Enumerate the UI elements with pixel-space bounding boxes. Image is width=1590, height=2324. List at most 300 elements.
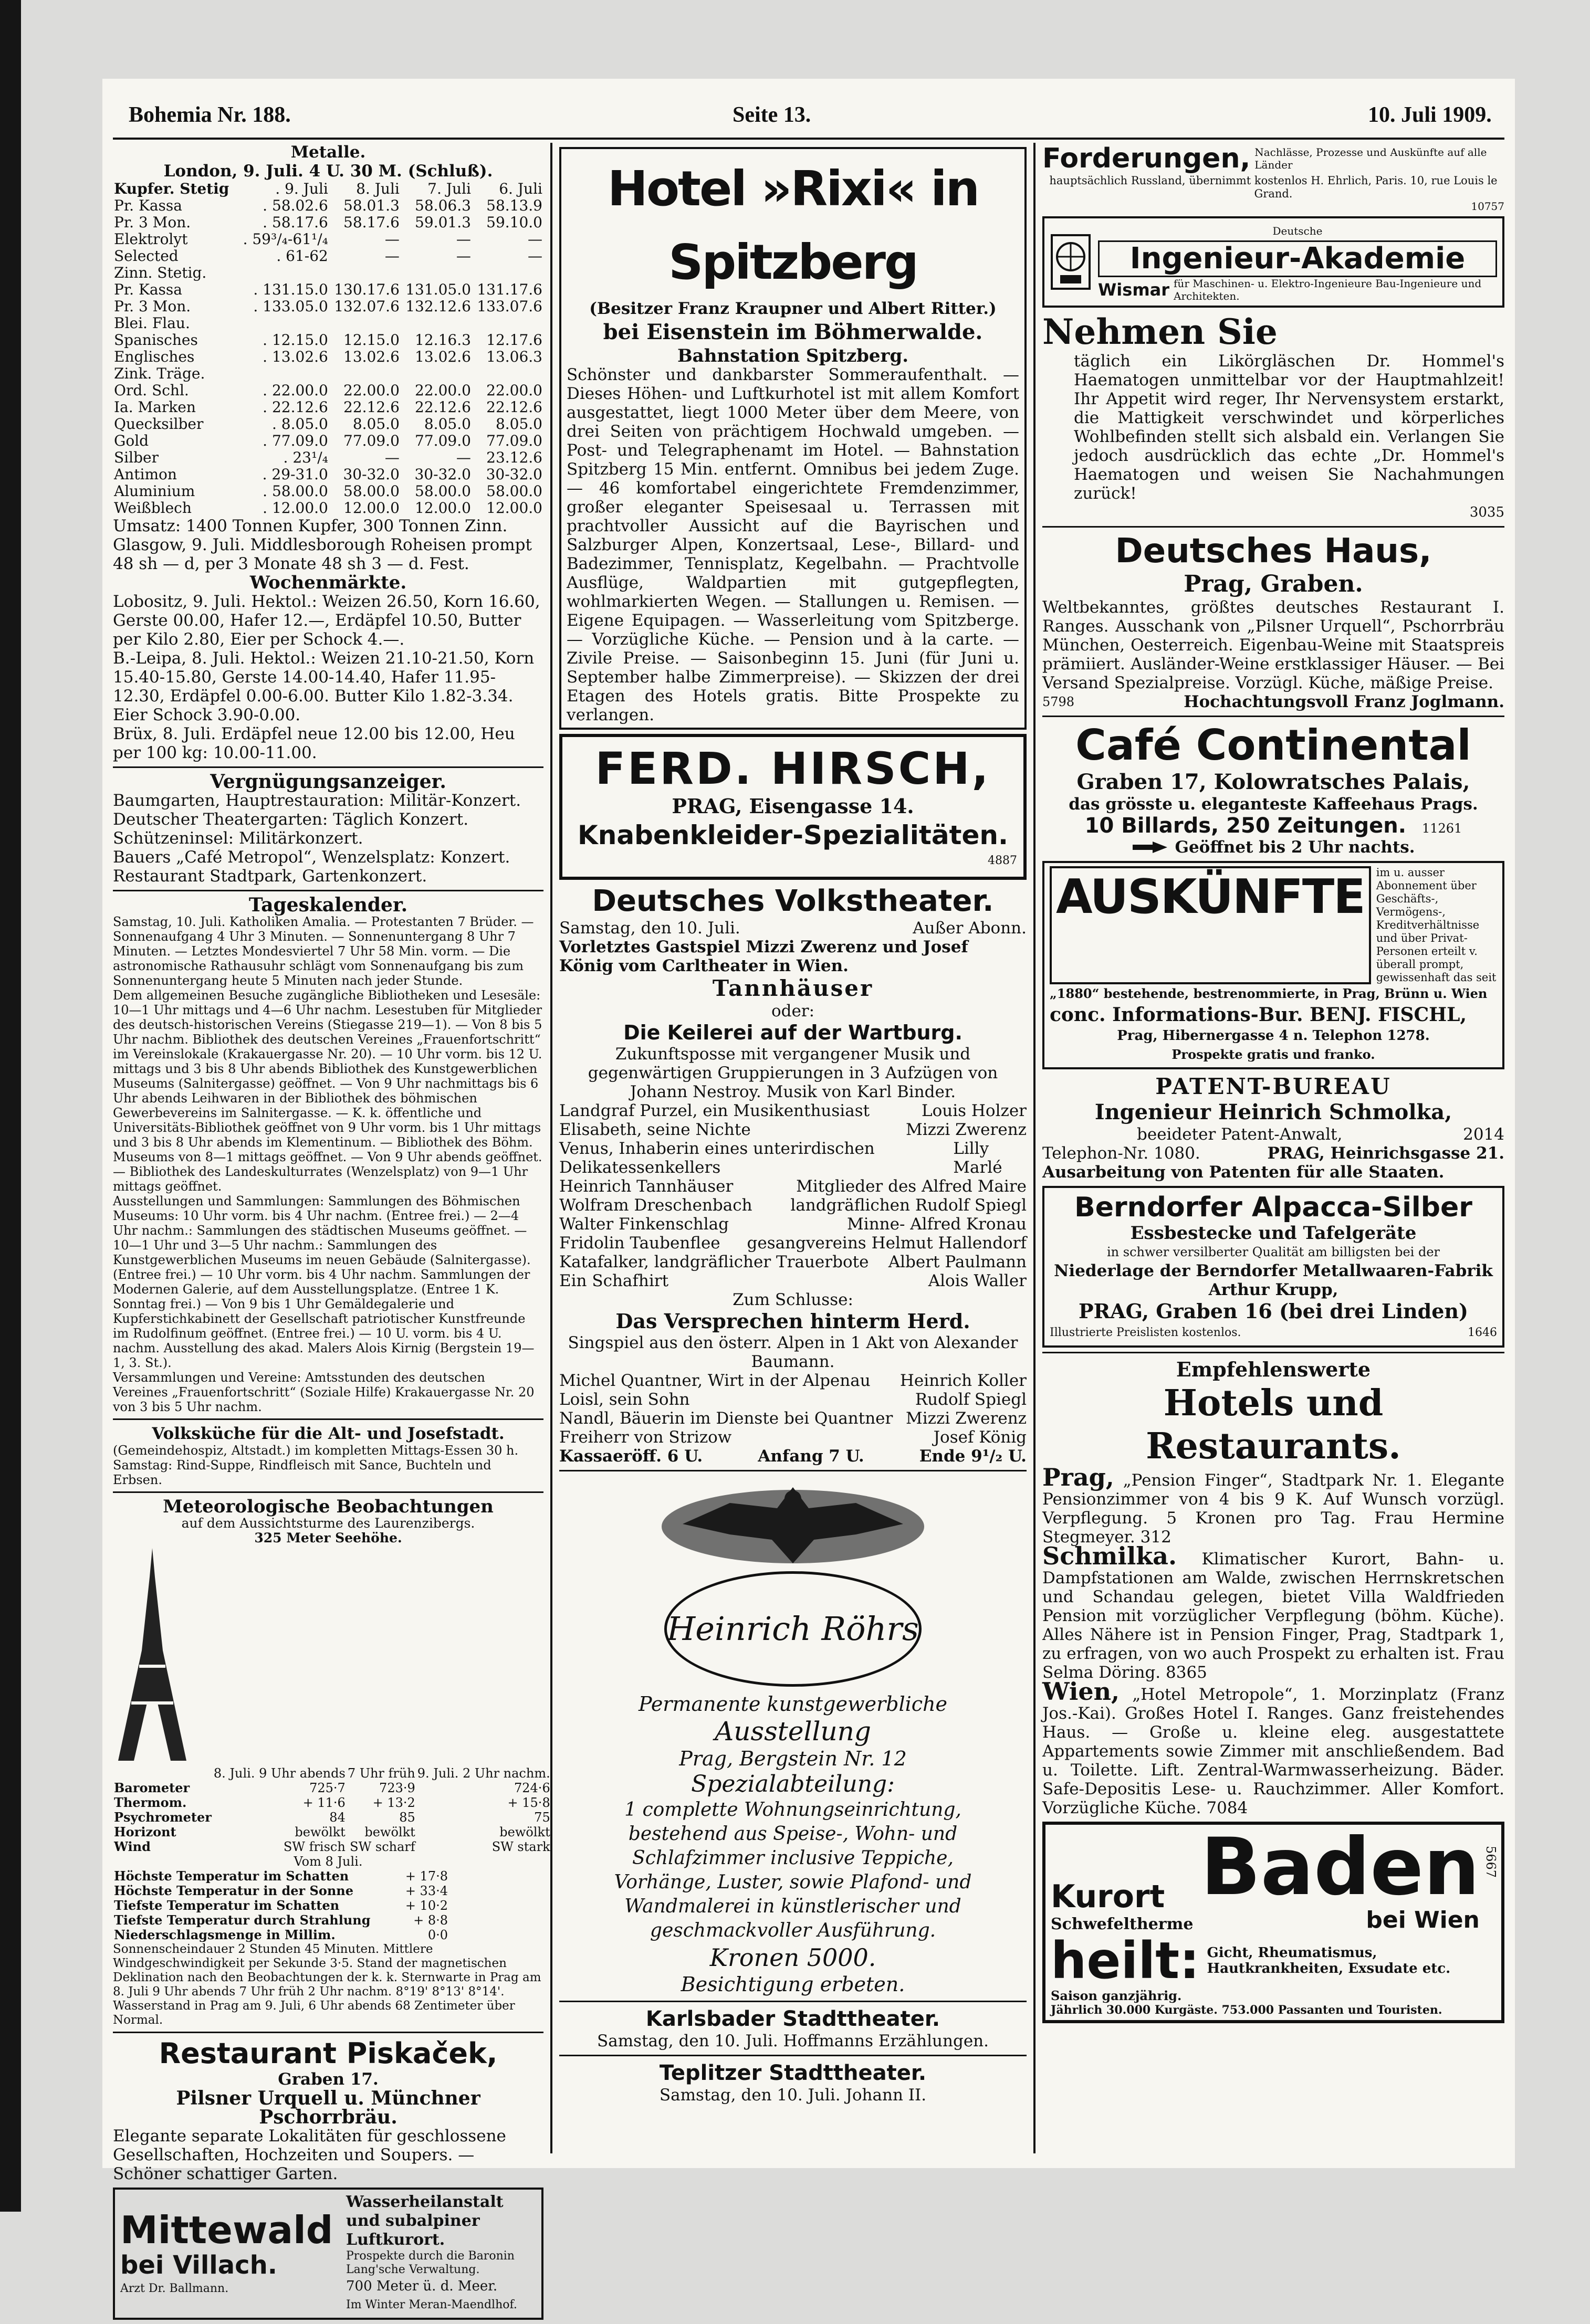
- table-row: [113, 1810, 551, 1825]
- table-cell: Englisches: [114, 348, 195, 365]
- table-cell: 30-32.0: [414, 466, 471, 483]
- table-cell: Zink. Träge.: [114, 365, 205, 382]
- volkstheater-dates: [559, 919, 1027, 938]
- table-cell: [472, 315, 543, 332]
- cast-row: [559, 1390, 1027, 1409]
- rixi-owner: (Besitzer Franz Kraupner und Albert Ritter.): [589, 299, 997, 318]
- oder-label: oder:: [771, 1002, 815, 1021]
- divider: [1042, 526, 1504, 528]
- table-cell: —: [384, 449, 400, 466]
- volkskueche-title: Volksküche für die Alt- und Josefstadt.: [152, 1424, 505, 1443]
- cafe-billards: 10 Billards, 250 Zeitungen.: [1084, 814, 1406, 838]
- table-cell: 59.10.0: [486, 214, 542, 231]
- calendar-title: Tageskalender.: [248, 894, 408, 916]
- table-row: [113, 1825, 551, 1839]
- baden-footer: [1051, 1988, 1496, 2003]
- patent-role-row: [1042, 1125, 1504, 1144]
- table-row: [113, 1928, 449, 1942]
- divider: [113, 1418, 543, 1420]
- calendar-meetings: Versammlungen und Vereine: Amtsstunden des deutschen Vereines „Frauenfortschritt“ (Soziale Hilfe) Krakauergasse Nr. 20 von 3 bis 5 Uhr nachm.: [113, 1370, 535, 1414]
- mittewald-altitude: 700 Meter ü. d. Meer.: [346, 2278, 498, 2294]
- meteo-rows: [113, 1781, 551, 1854]
- piskacek-address: Graben 17.: [278, 2070, 379, 2089]
- mittewald-ad: [113, 2188, 543, 2320]
- nehmen-text: täglich ein Likörgläschen Dr. Hommel's Haematogen unmittelbar vor der Hauptmahlzeit! Ihr Appetit wird reger, Ihr Nervensystem erstarkt, die Mattigkeit verschwindet und körperliches Wohlbefinden stellt sich alsbald ein. Verlangen Sie jedoch ausdrücklich das echte „Dr. Hommel's Haematogen und weisen Sie Nachahmungen zurück!: [1074, 352, 1504, 503]
- auskuenfte-prospects: Prospekte gratis und franko.: [1171, 1047, 1375, 1062]
- table-row: [113, 449, 543, 466]
- cast-role: Fridolin Taubenflee: [559, 1234, 720, 1253]
- mittewald-winter: Im Winter Meran-Maendlhof.: [346, 2298, 517, 2311]
- table-cell: 132.07.6: [334, 298, 400, 315]
- cast-actor: Mitglieder des Alfred Maire: [796, 1177, 1027, 1196]
- cast-actor: landgräflichen Rudolf Spiegl: [790, 1196, 1027, 1215]
- table-cell: [329, 365, 401, 382]
- table-row: [113, 248, 543, 265]
- table-cell: 58.13.9: [486, 197, 542, 214]
- table-cell: Elektrolyt: [114, 230, 188, 248]
- brux-line: Brüx, 8. Juli. Erdäpfel neue 12.00 bis 12.00, Heu per 100 kg: 10.00-11.00.: [113, 724, 515, 762]
- table-cell: Niederschlagsmenge in Millim.: [114, 1927, 336, 1942]
- cast-actor: Minne- Alfred Kronau: [847, 1215, 1027, 1234]
- cast-row: [559, 1234, 1027, 1253]
- mittewald-prospect: Prospekte durch die Baronin Lang'sche Verwaltung.: [346, 2249, 515, 2276]
- header-center: Seite 13.: [733, 103, 811, 127]
- table-cell: . 12.00.0: [263, 499, 328, 517]
- auskuenfte-address: Prag, Hibernergasse 4 n. Telephon 1278.: [1117, 1028, 1430, 1044]
- cast-actor: Josef König: [933, 1428, 1027, 1447]
- table-cell: [472, 365, 543, 382]
- metal-rows: [113, 197, 543, 517]
- cast-role: Michel Quantner, Wirt in der Alpenau: [559, 1371, 871, 1390]
- table-row: [113, 298, 543, 315]
- cast-row: [559, 1271, 1027, 1290]
- table-row: [113, 433, 543, 449]
- table-row: [113, 214, 543, 231]
- cast-actor: Mizzi Zwerenz: [906, 1409, 1027, 1428]
- table-cell: 131.05.0: [405, 281, 471, 298]
- table-cell: 58.01.3: [343, 197, 400, 214]
- baden-count: Jährlich 30.000 Kurgäste. 753.000 Passanten und Touristen.: [1051, 2003, 1442, 2017]
- cast-role: Venus, Inhaberin eines unterirdischen Delikatessenkellers: [559, 1139, 875, 1177]
- hotels-title: Hotels und Restaurants.: [1146, 1382, 1401, 1467]
- table-cell: + 17·8: [405, 1869, 448, 1884]
- column-divider: [1033, 143, 1035, 2153]
- table-cell: 22.00.0: [486, 382, 542, 399]
- meteo-altitude: 325 Meter Seehöhe.: [254, 1530, 402, 1545]
- mittewald-title: Mittewald: [120, 2208, 333, 2252]
- table-cell: . 8.05.0: [272, 415, 328, 433]
- table-cell: + 11·6: [302, 1795, 346, 1810]
- keilerei-title: Die Keilerei auf der Wartburg.: [623, 1021, 963, 1044]
- cast-row: [559, 1177, 1027, 1196]
- prag-text: „Pension Finger“, Stadtpark Nr. 1. Elegante Pensionzimmer von 4 bis 9 K. Auf Wunsch vorzügl. Verpflegung. 5 Kronen pro Tag. Frau Hermine Stegmeyer.: [1042, 1471, 1504, 1547]
- calendar-text: Samstag, 10. Juli. Katholiken Amalia. — Protestanten 7 Brüder. — Sonnenaufgang 4 Uhr 3 Minuten. — Sonnenuntergang 8 Uhr 7 Minuten. — Letztes Mondesviertel 7 Uhr 58 Min. vorm. — Die astronomische Rathausuhr schlägt vom Sonnenaufgang bis zum Sonnenuntergang heute 5 Minuten nach jeder Stunde.: [113, 914, 534, 988]
- table-cell: —: [384, 230, 400, 248]
- zukunftsposse-text: Zukunftsposse mit vergangener Musik und gegenwärtigen Gruppierungen in 3 Aufzügen von Johann Nestroy. Musik von Karl Binder.: [588, 1045, 998, 1101]
- table-cell: SW scharf: [350, 1839, 415, 1854]
- table-cell: 59.01.3: [415, 214, 471, 231]
- table-cell: 75: [534, 1810, 550, 1825]
- table-cell: . 13.02.6: [263, 348, 328, 365]
- cast-role: Heinrich Tannhäuser: [559, 1177, 734, 1196]
- cast-row: [559, 1139, 1027, 1177]
- herd-subtitle: Singspiel aus den österr. Alpen in 1 Akt von Alexander Baumann.: [568, 1333, 1018, 1371]
- divider: [559, 2001, 1027, 2002]
- deutsches-haus-text: Weltbekanntes, größtes deutsches Restaurant I. Ranges. Ausschank von „Pilsner Urquell“, Pschorrbräu München, Oesterreich. Eigenbau-Weine mit Staatspreis prämiiert. Ausländer-Weine erstklassiger Häuser. — Bei Versand Spezialpreise. Vorzügl. Küche, mäßige Preise.: [1042, 598, 1504, 692]
- table-cell: —: [456, 449, 471, 466]
- baden-number: 5667: [1483, 1846, 1498, 1878]
- table-cell: + 10·2: [405, 1898, 448, 1913]
- patent-telephone: Telephon-Nr. 1080.: [1042, 1144, 1200, 1163]
- table-cell: Pr. 3 Mon.: [114, 214, 191, 231]
- table-cell: Silber: [114, 449, 159, 466]
- table-cell: 22.00.0: [343, 382, 400, 399]
- table-cell: 77.09.0: [486, 432, 542, 449]
- globe-icon: [1050, 233, 1092, 291]
- berndorfer-subtitle: Essbestecke und Tafelgeräte: [1130, 1223, 1417, 1244]
- table-cell: . 22.12.6: [263, 398, 328, 416]
- mittewald-doctor: Arzt Dr. Ballmann.: [120, 2282, 229, 2295]
- cafe-title: Café Continental: [1075, 721, 1471, 770]
- table-cell: 58.00.0: [486, 482, 542, 500]
- lobositz-line: Lobositz, 9. Juli. Hektol.: Weizen 26.50, Korn 16.60, Gerste 00.00, Hafer 12.—, Erdäpfel 10.50, Butter per Kilo 2.80, Eier per Schock 4.—.: [113, 592, 540, 649]
- table-row: [113, 197, 543, 214]
- baden-season: Saison ganzjährig.: [1051, 1988, 1182, 2003]
- column-1: [113, 143, 550, 2324]
- table-row: [113, 332, 543, 349]
- teplitz-title: Teplitzer Stadttheater.: [659, 2061, 927, 2085]
- table-cell: [329, 265, 401, 281]
- deutsches-haus-title: Deutsches Haus,: [1115, 532, 1432, 571]
- berndorfer-title: Berndorfer Alpacca-Silber: [1074, 1192, 1472, 1223]
- divider: [113, 2032, 543, 2033]
- table-cell: 8.05.0: [424, 415, 471, 433]
- table-cell: [329, 315, 401, 332]
- cast-row: [559, 1253, 1027, 1271]
- table-cell: Ia. Marken: [114, 398, 196, 416]
- anfang-time: Anfang 7 U.: [758, 1447, 864, 1466]
- table-cell: Tiefste Temperatur im Schatten: [114, 1898, 340, 1913]
- rohrs-line: Spezialabteilung:: [691, 1771, 895, 1797]
- amuse-item: Baumgarten, Hauptrestauration: Militär-Konzert.: [113, 791, 521, 810]
- amuse-item: Bauers „Café Metropol“, Wenzelsplatz: Konzert.: [113, 848, 510, 867]
- table-row: [113, 399, 543, 416]
- table-cell: bewölkt: [364, 1825, 415, 1839]
- auskuenfte-firm: conc. Informations-Bur. BENJ. FISCHL,: [1050, 1004, 1467, 1026]
- table-cell: Pr. Kassa: [114, 281, 182, 298]
- table-cell: Kupfer. Stetig: [114, 180, 229, 197]
- cast-role: Ein Schafhirt: [559, 1271, 669, 1290]
- table-header: [113, 1766, 551, 1781]
- cast-role: Katafalker, landgräflicher Trauerbote: [559, 1253, 869, 1271]
- table-header: [113, 181, 543, 197]
- baden-bottom: [1051, 1933, 1496, 1988]
- baden-top: [1051, 1822, 1496, 1933]
- patent-number: 2014: [1463, 1125, 1504, 1144]
- baden-ad: [1042, 1822, 1504, 2023]
- table-row: [113, 281, 543, 298]
- table-row: [113, 382, 543, 399]
- table-cell: Aluminium: [114, 482, 195, 500]
- patent-address: PRAG, Heinrichsgasse 21.: [1267, 1144, 1504, 1163]
- table-cell: [401, 365, 472, 382]
- wien-number: 7084: [1206, 1799, 1248, 1817]
- table-cell: [401, 315, 472, 332]
- cast-role: Nandl, Bäuerin im Dienste bei Quantner: [559, 1409, 893, 1428]
- table-cell: SW frisch: [283, 1839, 346, 1854]
- table-row: [113, 500, 543, 517]
- table-cell: 58.17.6: [343, 214, 400, 231]
- table-row: [113, 1898, 449, 1913]
- hirsch-address: PRAG, Eisengasse 14.: [672, 794, 914, 818]
- table-cell: 7 Uhr früh: [347, 1766, 415, 1781]
- schmilka-city: Schmilka.: [1042, 1542, 1177, 1570]
- nehmen-title: Nehmen Sie: [1042, 311, 1278, 352]
- prag-city: Prag,: [1042, 1463, 1114, 1491]
- rohrs-line: Prag, Bergstein Nr. 12: [679, 1747, 907, 1770]
- table-cell: —: [528, 247, 542, 265]
- table-cell: 30-32.0: [486, 466, 542, 483]
- divider: [113, 766, 543, 768]
- cast-actor: Lilly Marlé: [953, 1139, 1002, 1177]
- cast-actor: gesangvereins Helmut Hallendorf: [747, 1234, 1027, 1253]
- table-cell: . 58.17.6: [263, 214, 328, 231]
- table-cell: + 13·2: [372, 1795, 415, 1810]
- cast-role: Wolfram Dreschenbach: [559, 1196, 752, 1215]
- table-cell: 12.15.0: [343, 331, 400, 349]
- table-row: [113, 315, 543, 332]
- auskuenfte-year: „1880“ bestehende, bestrenommierte, in Prag, Brünn u. Wien: [1050, 986, 1488, 1001]
- table-cell: + 15·8: [507, 1795, 550, 1810]
- rixi-title: Hotel »Rixi« in Spitzberg: [607, 161, 979, 290]
- table-cell: 13.06.3: [486, 348, 542, 365]
- showtimes: [559, 1447, 1027, 1466]
- patent-title: PATENT-BUREAU: [1155, 1074, 1392, 1099]
- table-cell: . 61-62: [276, 247, 328, 265]
- patent-role: beeideter Patent-Anwalt,: [1137, 1125, 1343, 1144]
- mittewald-subtitle: Wasserheilanstalt und subalpiner Luftkurort.: [346, 2193, 504, 2249]
- table-cell: 8. Juli. 9 Uhr abends: [213, 1766, 346, 1781]
- cast-role: Freiherr von Strizow: [559, 1428, 732, 1447]
- table-row: [113, 466, 543, 483]
- table-cell: 132.12.6: [405, 298, 471, 315]
- cast-row: [559, 1120, 1027, 1139]
- table-cell: . 131.15.0: [253, 281, 328, 298]
- table-cell: bewölkt: [295, 1825, 346, 1839]
- table-cell: 22.12.6: [486, 398, 542, 416]
- calendar-exhibitions: Ausstellungen und Sammlungen: Sammlungen des Böhmischen Museums: 10 Uhr vorm. bis 4 Uhr nachm. (Entree frei.) — 2—4 Uhr nachm.: Sammlungen des städtischen Museums geöffnet. — 10—1 Uhr und 3—5 Uhr nachm.: Sammlungen des Kunstgewerblichen Museums im neuen Gebäude (Salnitergasse). (Entree frei.) — 10 Uhr vorm. bis 4 Uhr nachm. Sammlungen der Modernen Galerie, auf dem Ausstellungsplatze. (Entree 1 K. Sonntag frei.) — Von 9 bis 1 Uhr Gemäldegalerie und Kupferstichkabinett der Gesellschaft patriotischer Kunstfreunde im Rudolfinum geöffnet. (Entree frei.) — 10 U. vorm. bis 4 U. nachm. Ausstellung des akad. Malers Alois Kirnig (Bergstein 19—1, 3. St.).: [113, 1194, 535, 1370]
- deutsches-haus-sign: Hochachtungsvoll Franz Joglmann.: [1184, 692, 1504, 711]
- table-cell: —: [528, 230, 542, 248]
- patent-text: Ausarbeitung von Patenten für alle Staaten.: [1042, 1163, 1445, 1182]
- meteo-day: Vom 8 Juli.: [294, 1854, 363, 1869]
- table-cell: + 8·8: [413, 1913, 448, 1928]
- table-row: [113, 1913, 449, 1928]
- table-cell: . 133.05.0: [253, 298, 328, 315]
- table-cell: . 58.00.0: [263, 482, 328, 500]
- header-right: 10. Juli 1909.: [1368, 103, 1492, 127]
- berndorfer-shop: Niederlage der Berndorfer Metallwaaren-Fabrik Arthur Krupp,: [1054, 1261, 1493, 1299]
- cast-actor: Heinrich Koller: [899, 1371, 1027, 1390]
- rohrs-line: Permanente kunstgewerbliche: [638, 1692, 948, 1716]
- table-cell: [401, 265, 472, 281]
- table-cell: 85: [399, 1810, 415, 1825]
- table-cell: —: [456, 247, 471, 265]
- patent-name: Ingenieur Heinrich Schmolka,: [1094, 1100, 1452, 1124]
- amuse-item: Schützeninsel: Militärkonzert.: [113, 829, 363, 848]
- table-cell: . 29-31.0: [262, 466, 328, 483]
- divider: [113, 1491, 543, 1493]
- table-cell: . 23¹/₄: [283, 449, 328, 466]
- amuse-item: Restaurant Stadtpark, Gartenkonzert.: [113, 867, 427, 886]
- table-cell: Quecksilber: [114, 415, 204, 433]
- piskacek-title: Restaurant Piskaček,: [159, 2037, 498, 2070]
- table-cell: 22.12.6: [343, 398, 400, 416]
- cast-row: [559, 1371, 1027, 1390]
- rixi-ad: [559, 147, 1027, 730]
- table-cell: bewölkt: [499, 1825, 550, 1839]
- forderungen-side: Nachlässe, Prozesse und Auskünfte auf alle Länder: [1254, 146, 1487, 171]
- table-cell: Tiefste Temperatur durch Strahlung: [114, 1912, 371, 1928]
- table-cell: 8. Juli: [356, 180, 400, 197]
- eiffel-tower-icon: [113, 1545, 192, 1766]
- table-cell: Psychrometer: [114, 1810, 212, 1825]
- cafe-open: Geöffnet bis 2 Uhr nachts.: [1175, 838, 1415, 857]
- rohrs-line: Besichtigung erbeten.: [681, 1973, 905, 1996]
- cast-actor: Albert Paulmann: [888, 1253, 1027, 1271]
- table-cell: [113, 1766, 213, 1781]
- table-cell: 22.12.6: [415, 398, 471, 416]
- table-row: [113, 483, 543, 500]
- divider: [1042, 1352, 1504, 1353]
- auskuenfte-ad: [1042, 861, 1504, 1069]
- cafe-address: Graben 17, Kolowratsches Palais,: [1076, 770, 1470, 794]
- baden-bei-wien: bei Wien: [1366, 1907, 1480, 1933]
- meteo-rows-2: [113, 1869, 449, 1942]
- rohrs-logo: [664, 1571, 922, 1687]
- wien-city: Wien,: [1042, 1677, 1120, 1706]
- table-cell: 23.12.6: [486, 449, 542, 466]
- wien-text: „Hotel Metropole“, 1. Morzinplatz (Franz Jos.-Kai). Großes Hotel I. Ranges. Ganz freistehendes Haus. — Große u. kleine eleg. ausgestattete Appartements sowie Zimmer mit anschließendem. Bad u. Toilette. Lift. Zentral-Warmwasserheizung. Bäder. Safe-Depositis Lese- u. Rauchzimmer. Aller Komfort. Vorzügliche Küche.: [1042, 1685, 1505, 1817]
- table-cell: . 22.00.0: [263, 382, 328, 399]
- table-cell: 724·6: [514, 1781, 550, 1795]
- london-line: London, 9. Juli. 4 U. 30 M. (Schluß).: [163, 162, 493, 181]
- cast-actor: Mizzi Zwerenz: [906, 1120, 1027, 1139]
- table-cell: 8.05.0: [352, 415, 400, 433]
- glasgow-line: Glasgow, 9. Juli. Middlesborough Roheisen prompt 48 sh — d, per 3 Monate 48 sh 3 — d. Fest.: [113, 535, 532, 573]
- table-cell: Ord. Schl.: [114, 382, 189, 399]
- karlsbad-text: Samstag, den 10. Juli. Hoffmanns Erzählungen.: [597, 2032, 989, 2050]
- table-cell: 77.09.0: [343, 432, 400, 449]
- table-cell: 0·0: [427, 1928, 448, 1942]
- heraldic-eagle-icon: [656, 1477, 929, 1566]
- hirsch-number: 4887: [988, 854, 1017, 867]
- prag-number: 312: [1140, 1528, 1171, 1547]
- cast-row: [559, 1215, 1027, 1234]
- table-cell: Selected: [114, 247, 179, 265]
- table-row: [113, 1839, 551, 1854]
- schmilka-number: 8365: [1166, 1663, 1207, 1682]
- table-row: [113, 416, 543, 433]
- column-2: [559, 143, 1027, 2105]
- table-cell: SW stark: [491, 1839, 550, 1854]
- ingenieur-city: Wismar: [1098, 280, 1170, 300]
- piskacek-beer: Pilsner Urquell u. Münchner Pschorrbräu.: [176, 2087, 480, 2128]
- baden-title: Baden: [1200, 1822, 1480, 1913]
- hirsch-title: FERD. HIRSCH,: [595, 743, 991, 794]
- ingenieur-title: Ingenieur-Akademie: [1098, 240, 1497, 277]
- volkstheater-abonn: Außer Abonn.: [913, 919, 1027, 938]
- forderungen-ad: [1042, 143, 1504, 174]
- table-cell: Höchste Temperatur im Schatten: [114, 1868, 349, 1884]
- rohrs-line: Kronen 5000.: [709, 1943, 876, 1972]
- rixi-station: Bahnstation Spitzberg.: [677, 345, 909, 366]
- cast-actor: Rudolf Spiegl: [915, 1390, 1027, 1409]
- rohrs-line: 1 complette Wohnungseinrichtung, bestehend aus Speise-, Wohn- und Schlafzimmer inclusive Teppiche, Vorhänge, Luster, sowie Plafond- und Wandmalerei in künstlerischer und geschmackvoller Ausführung.: [614, 1799, 972, 1941]
- table-cell: 30-32.0: [343, 466, 400, 483]
- wien-entry: [1042, 1677, 1505, 1817]
- cafe-subtitle: das grösste u. eleganteste Kaffeehaus Prags.: [1069, 795, 1478, 814]
- forderungen-text: hauptsächlich Russland, übernimmt kostenlos H. Ehrlich, Paris. 10, rue Louis le Grand.: [1049, 174, 1498, 200]
- umsatz-line: Umsatz: 1400 Tonnen Kupfer, 300 Tonnen Zinn.: [113, 517, 508, 535]
- amuse-item: Deutscher Theatergarten: Täglich Konzert.: [113, 810, 469, 829]
- cast-row: [559, 1409, 1027, 1428]
- table-cell: Pr. Kassa: [114, 197, 182, 214]
- rohrs-line: Ausstellung: [715, 1716, 871, 1747]
- table-cell: . 77.09.0: [263, 432, 328, 449]
- table-cell: Horizont: [114, 1824, 176, 1839]
- cast-actor: Alois Waller: [928, 1271, 1027, 1290]
- auskuenfte-top: [1050, 866, 1497, 984]
- table-cell: 12.00.0: [415, 499, 471, 517]
- table-cell: Gold: [114, 432, 149, 449]
- divider: [559, 2055, 1027, 2056]
- meteo-table: [113, 1766, 551, 1854]
- table-cell: [237, 265, 329, 281]
- meteo-subtitle: auf dem Aussichtsturme des Laurenzibergs.: [181, 1516, 475, 1531]
- volkstheater-title: Deutsches Volkstheater.: [592, 884, 994, 918]
- patent-address-row: [1042, 1144, 1504, 1163]
- table-cell: 725·7: [309, 1781, 346, 1795]
- calendar-libraries: Dem allgemeinen Besuche zugängliche Bibliotheken und Lesesäle: 10—1 Uhr mittags und 4—6 Uhr nachm. Lesestuben für Mitglieder des deutsch-historischen Vereins (Stiegasse 219—1). — Von 8 bis 5 Uhr nachm. Bibliothek des deutschen Vereines „Frauenfortschritt“ im Vereinslokale (Krakauergasse Nr. 20). — 10 Uhr vorm. bis 12 U. mittags und 3 bis 8 Uhr abends Bibliothek des Kunstgewerblichen Museums (Salnitergasse) geöffnet. — Von 9 Uhr nachmittags bis 6 Uhr abends Leihwaren in der Bibliothek des böhmischen Gewerbevereins im Salnitergasse. — K. k. öffentliche und Universitäts-Bibliothek geöffnet von 9 Uhr vorm. bis 1 Uhr mittags und 3 bis 8 Uhr abends im Klementinum. — Bibliothek des Böhm. Museums von 8—1 mittags geöffnet. — Von 9 Uhr abends geöffnet. — Bibliothek des Landeskulturrates (Wenzelsplatz) von 9—1 Uhr mittags geöffnet.: [113, 988, 542, 1194]
- forderungen-title: Forderungen,: [1042, 143, 1251, 174]
- empfehlenswerte-title: Empfehlenswerte: [1176, 1358, 1371, 1381]
- leipa-line: B.-Leipa, 8. Juli. Hektol.: Weizen 21.10-21.50, Korn 15.40-15.80, Gerste 14.00-14.40, Hafer 11.95-12.30, Erdäpfel 0.00-6.00. Butter Kilo 1.82-3.34. Eier Schock 3.90-0.00.: [113, 649, 535, 724]
- table-cell: Wind: [114, 1839, 151, 1854]
- cast-list: [559, 1101, 1027, 1290]
- berndorfer-footer: [1050, 1323, 1497, 1342]
- table-cell: . 9. Juli: [275, 180, 328, 197]
- table-cell: Zinn. Stetig.: [114, 264, 207, 281]
- auskuenfte-title: AUSKÜNFTE: [1050, 866, 1371, 984]
- volkskueche-text: (Gemeindehospiz, Altstadt.) im kompletten Mittags-Essen 30 h. Samstag: Rind-Suppe, Rindfleisch mit Sance, Buchteln und Erbsen.: [113, 1443, 519, 1487]
- berndorfer-ad: [1042, 1186, 1504, 1348]
- table-cell: 58.06.3: [415, 197, 471, 214]
- table-cell: [472, 265, 543, 281]
- table-cell: + 33·4: [405, 1884, 448, 1898]
- divider: [1042, 716, 1504, 717]
- meteo-title: Meteorologische Beobachtungen: [163, 1496, 494, 1517]
- prag-entry: [1042, 1463, 1504, 1547]
- table-cell: 723·9: [379, 1781, 415, 1795]
- deutsches-haus-number: 5798: [1042, 695, 1075, 709]
- divider: [559, 1470, 1027, 1471]
- cast-row: [559, 1428, 1027, 1447]
- header-rule: [113, 138, 1504, 140]
- table-cell: Thermom.: [114, 1795, 187, 1810]
- cast-actor: Louis Holzer: [921, 1101, 1027, 1120]
- cast-list-2: [559, 1371, 1027, 1447]
